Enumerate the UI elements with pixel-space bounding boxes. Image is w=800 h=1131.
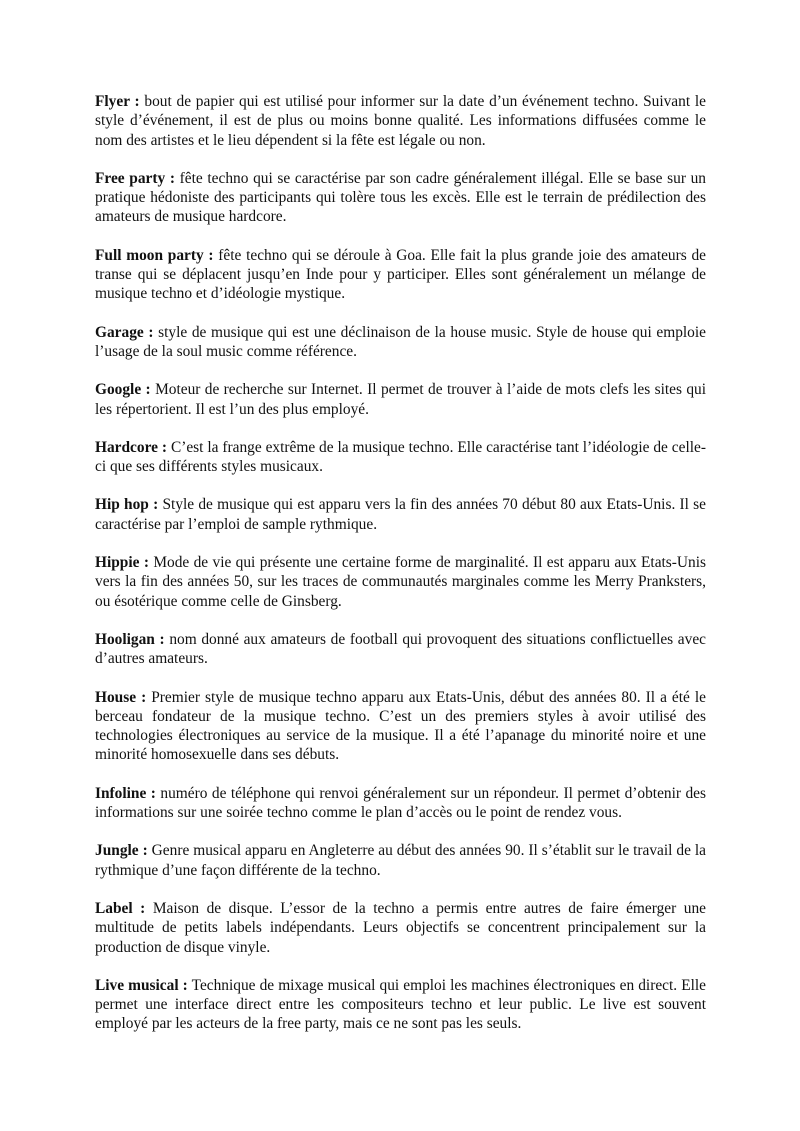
glossary-definition: Mode de vie qui présente une certaine forme de marginalité. Il est apparu aux Etats-Unis vers la fin des années 50, sur les traces de communautés marginales comme les Merry Pranksters, ou ésotérique comme celle de Ginsberg.: [95, 554, 706, 610]
glossary-entry-hooligan: [95, 630, 706, 669]
glossary-term: Full moon party :: [95, 246, 214, 264]
glossary-definition: bout de papier qui est utilisé pour informer sur la date d’un événement techno. Suivant le style d’événement, il est de plus ou moins bonne qualité. Les informations diffusées comme le nom des artistes et le lieu dépendent si la fête est légale ou non.: [95, 93, 706, 149]
glossary-term: Hippie :: [95, 554, 149, 572]
glossary-term: Jungle :: [95, 842, 148, 860]
glossary-entry-hip-hop: [95, 495, 706, 534]
glossary-term: Free party :: [95, 169, 175, 187]
glossary-entry-flyer: [95, 92, 706, 150]
glossary-term: Hardcore :: [95, 438, 168, 456]
glossary-term: Hip hop :: [95, 496, 159, 514]
glossary-definition: Style de musique qui est apparu vers la fin des années 70 début 80 aux Etats-Unis. Il se caractérise par l’emploi de sample rythmique.: [95, 496, 706, 533]
glossary-entry-full-moon-party: [95, 246, 706, 304]
glossary-definition: fête techno qui se déroule à Goa. Elle fait la plus grande joie des amateurs de transe qui se déplacent jusqu’en Inde pour y participer. Elles sont généralement un mélange de musique techno et d’idéologie mystique.: [95, 246, 706, 303]
glossary-term: Live musical :: [95, 976, 188, 994]
glossary-entry-infoline: [95, 784, 706, 823]
glossary-entry-google: [95, 380, 706, 419]
glossary-term: Garage :: [95, 323, 154, 341]
glossary-definition: style de musique qui est une déclinaison de la house music. Style de house qui emploie l’usage de la soul music comme référence.: [95, 323, 706, 360]
glossary-definition: Maison de disque. L’essor de la techno a permis entre autres de faire émerger une multitude de petits labels indépendants. Leurs objectifs se concentrent principalement sur la production de disque vinyle.: [95, 899, 706, 956]
glossary-entry-hardcore: [95, 438, 706, 477]
glossary-entry-live-musical: [95, 976, 706, 1034]
glossary-definition: numéro de téléphone qui renvoi généralement sur un répondeur. Il permet d’obtenir des informations sur une soirée techno comme le plan d’accès ou le point de rendez vous.: [95, 784, 706, 822]
glossary-entry-garage: [95, 323, 706, 362]
glossary-definition: Premier style de musique techno apparu aux Etats-Unis, début des années 80. Il a été le berceau fondateur de la musique techno. C’est un des premiers styles à avoir utilisé des technologies électroniques au service de la musique. Il a été l’apanage du minorité noire et une minorité homosexuelle dans ses débuts.: [95, 688, 706, 764]
glossary-term: Hooligan :: [95, 630, 165, 648]
glossary-entry-free-party: [95, 169, 706, 227]
glossary-definition: fête techno qui se caractérise par son cadre généralement illégal. Elle se base sur un pratique hédoniste des participants qui tolère tous les excès. Elle est le terrain de prédilection des amateurs de musique hardcore.: [95, 169, 707, 226]
glossary-term: Label :: [95, 899, 146, 917]
glossary-definition: nom donné aux amateurs de football qui provoquent des situations conflictuelles avec d’autres amateurs.: [95, 630, 707, 668]
glossary-entry-hippie: [95, 553, 706, 611]
glossary-entry-house: [95, 688, 706, 765]
glossary-definition: Genre musical apparu en Angleterre au début des années 90. Il s’établit sur le travail de la rythmique d’une façon différente de la techno.: [95, 842, 706, 879]
glossary-page: [95, 92, 706, 1053]
glossary-term: Flyer :: [95, 93, 140, 110]
glossary-term: Infoline :: [95, 784, 156, 802]
glossary-entry-jungle: [95, 841, 706, 880]
glossary-definition: C’est la frange extrême de la musique techno. Elle caractérise tant l’idéologie de celle-ci que ses différents styles musicaux.: [95, 438, 706, 476]
glossary-entry-label: [95, 899, 706, 957]
glossary-term: Google :: [95, 381, 151, 399]
glossary-term: House :: [95, 688, 147, 706]
glossary-definition: Moteur de recherche sur Internet. Il permet de trouver à l’aide de mots clefs les sites qui les répertorient. Il est l’un des plus employé.: [95, 381, 706, 418]
glossary-definition: Technique de mixage musical qui emploi les machines électroniques en direct. Elle permet une interface direct entre les compositeurs techno et leur public. Le live est souvent employé par les acteurs de la free party, mais ce ne sont pas les seuls.: [95, 976, 706, 1033]
